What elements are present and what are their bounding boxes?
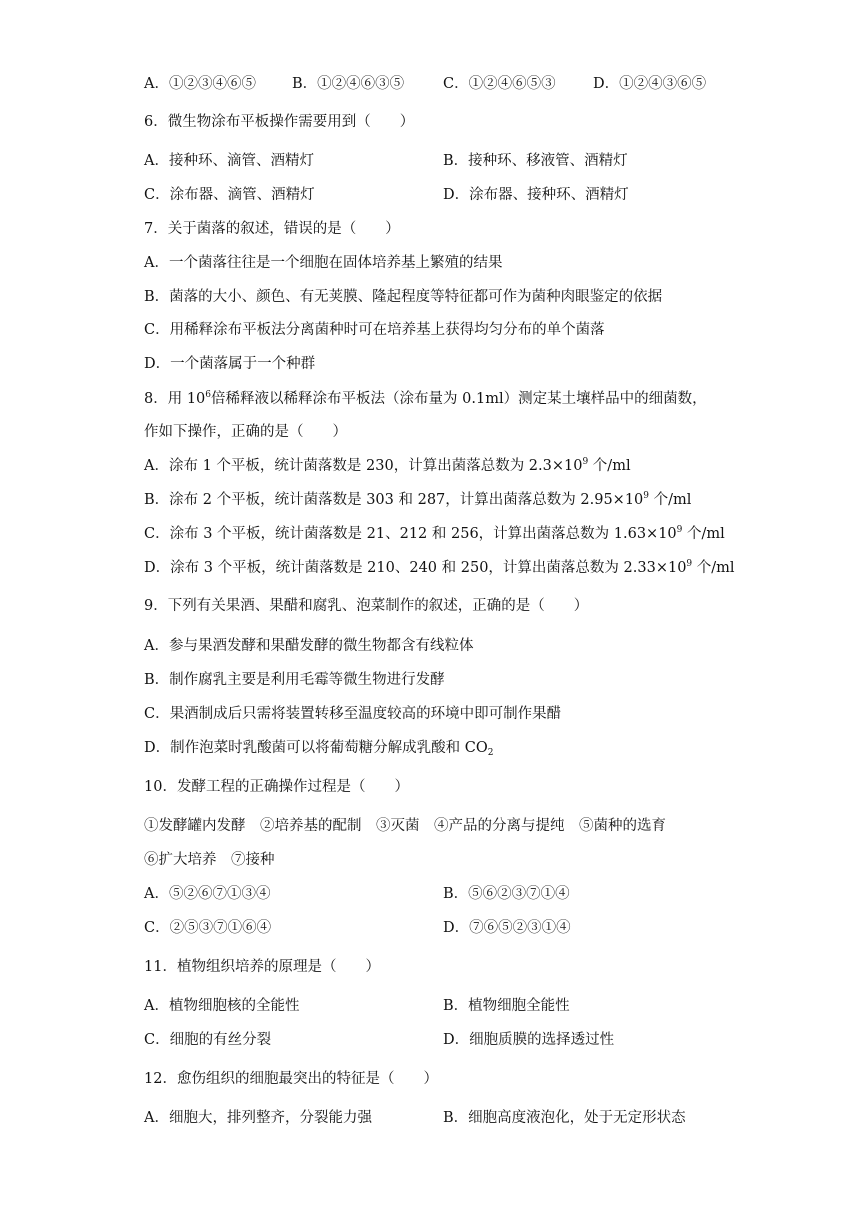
q11-option-a: A．植物细胞核的全能性: [144, 998, 300, 1014]
q11-option-d: D．细胞质膜的选择透过性: [443, 1032, 615, 1048]
q7-option-a: A．一个菌落往往是一个细胞在固体培养基上繁殖的结果: [144, 255, 503, 271]
q9-stem: 9．下列有关果酒、果醋和腐乳、泡菜制作的叙述，正确的是（ ）: [144, 598, 589, 614]
q5-option-c: C．①②④⑥⑤③: [443, 76, 556, 92]
q10-option-b: B．⑤⑥②③⑦①④: [443, 886, 570, 902]
q11-stem: 11．植物组织培养的原理是（ ）: [144, 959, 380, 975]
q12-option-a: A．细胞大，排列整齐，分裂能力强: [144, 1110, 372, 1126]
q9-option-c: C．果酒制成后只需将装置转移至温度较高的环境中即可制作果醋: [144, 706, 562, 722]
q5-option-d: D．①②④③⑥⑤: [593, 76, 707, 92]
q11-option-c: C．细胞的有丝分裂: [144, 1032, 272, 1048]
q8-stem: 8．用 $10^6$倍稀释液以稀释涂布平板法（涂布量为 0.1ml）测定某土壤样品中的细菌数，: [144, 390, 707, 407]
q10-steps-line1: ①发酵罐内发酵 ②培养基的配制 ③灭菌 ④产品的分离与提纯 ⑤菌种的选育: [144, 818, 666, 834]
q8-stem-line2: 作如下操作，正确的是（ ）: [144, 424, 347, 440]
q8-option-a: A．涂布 1 个平板，统计菌落数是 230，计算出菌落总数为 $2.3\times 10^9$ 个/ml: [144, 457, 631, 474]
q10-option-c: C．②⑤③⑦①⑥④: [144, 920, 272, 936]
q6-option-b: B．接种环、移液管、酒精灯: [443, 153, 628, 169]
q7-option-b: B．菌落的大小、颜色、有无荚膜、隆起程度等特征都可作为菌种肉眼鉴定的依据: [144, 289, 663, 305]
q6-option-a: A．接种环、滴管、酒精灯: [144, 153, 314, 169]
q10-option-d: D．⑦⑥⑤②③①④: [443, 920, 571, 936]
q7-option-c: C．用稀释涂布平板法分离菌种时可在培养基上获得均匀分布的单个菌落: [144, 322, 605, 338]
q9-option-a: A．参与果酒发酵和果醋发酵的微生物都含有线粒体: [144, 638, 474, 654]
q12-option-b: B．细胞高度液泡化，处于无定形状态: [443, 1110, 686, 1126]
q8-option-d: D．涂布 3 个平板，统计菌落数是 210、240 和 250，计算出菌落总数为 $2.33\times 10^9$ 个/ml: [144, 559, 735, 576]
q9-option-b: B．制作腐乳主要是利用毛霉等微生物进行发酵: [144, 672, 445, 688]
q9-option-d: D．制作泡菜时乳酸菌可以将葡萄糖分解成乳酸和 $CO_2$: [144, 740, 494, 758]
q6-option-c: C．涂布器、滴管、酒精灯: [144, 187, 315, 203]
q10-option-a: A．⑤②⑥⑦①③④: [144, 886, 271, 902]
q8-option-c: C．涂布 3 个平板，统计菌落数是 21、212 和 256，计算出菌落总数为 $1.63\times 10^9$ 个/ml: [144, 525, 725, 542]
q6-option-d: D．涂布器、接种环、酒精灯: [443, 187, 629, 203]
q10-stem: 10．发酵工程的正确操作过程是（ ）: [144, 779, 409, 795]
q10-steps-line2: ⑥扩大培养 ⑦接种: [144, 852, 275, 868]
q12-stem: 12．愈伤组织的细胞最突出的特征是（ ）: [144, 1071, 438, 1087]
q6-stem: 6．微生物涂布平板操作需要用到（ ）: [144, 114, 415, 130]
q5-option-a: A．①②③④⑥⑤: [144, 76, 256, 92]
q11-option-b: B．植物细胞全能性: [443, 998, 570, 1014]
q5-option-b: B．①②④⑥③⑤: [292, 76, 405, 92]
q8-option-b: B．涂布 2 个平板，统计菌落数是 303 和 287，计算出菌落总数为 $2.95\times 10^9$ 个/ml: [144, 491, 692, 508]
q7-option-d: D．一个菌落属于一个种群: [144, 356, 316, 372]
q7-stem: 7．关于菌落的叙述，错误的是（ ）: [144, 221, 400, 237]
